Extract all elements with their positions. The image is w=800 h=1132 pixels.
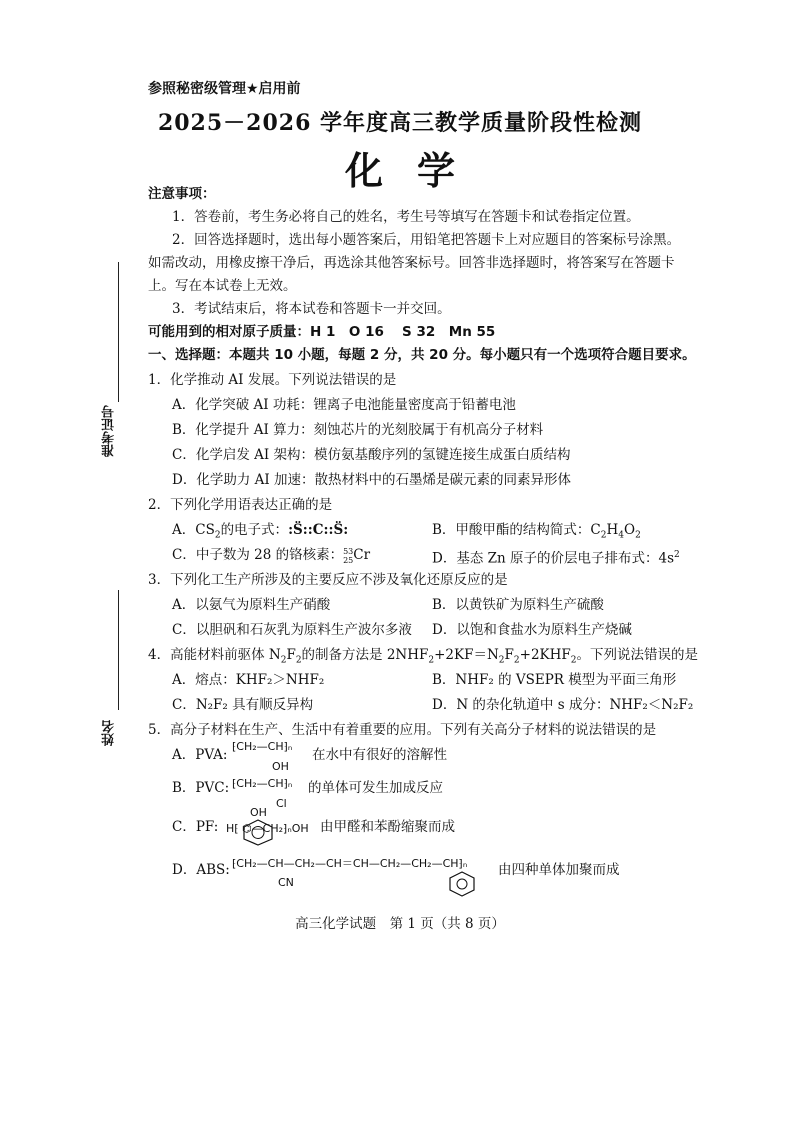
exam-id-label: 准考证号 <box>102 405 117 457</box>
q1-option-a: A．化学突破 AI 功耗：锂离子电池能量密度高于铅蓄电池 <box>172 397 516 413</box>
note-1: 1．答卷前，考生务必将自己的姓名，考生号等填写在答题卡和试卷指定位置。 <box>172 209 640 225</box>
q3-stem: 3．下列化工生产所涉及的主要反应不涉及氧化还原反应的是 <box>148 572 508 588</box>
q4-option-b: B．NHF₂ 的 VSEPR 模型为平面三角形 <box>432 672 677 688</box>
pvc-substituent: Cl <box>276 797 287 810</box>
name-line <box>118 590 119 710</box>
pf-structure: H⁅ ⌬—CH₂⁆ₙOH <box>226 822 309 835</box>
q5-option-c-text: 由甲醛和苯酚缩聚而成 <box>320 819 455 835</box>
q3-option-a: A．以氨气为原料生产硝酸 <box>172 597 331 613</box>
q3-option-d: D．以饱和食盐水为原料生产烧碱 <box>432 622 632 638</box>
pva-substituent: OH <box>272 760 289 773</box>
atomic-mass-line: 可能用到的相对原子质量：H 1 O 16 S 32 Mn 55 <box>148 324 496 340</box>
q2-stem: 2．下列化学用语表达正确的是 <box>148 497 333 513</box>
abs-structure: ⁅CH₂—CH—CH₂—CH＝CH—CH₂—CH₂—CH⁆ₙ <box>232 857 468 870</box>
section-1-heading: 一、选择题：本题共 10 小题，每题 2 分，共 20 分。每小题只有一个选项符合题目要求。 <box>148 347 696 363</box>
q2-option-d: D．基态 Zn 原子的价层电子排布式：$4s^2$ <box>432 550 680 567</box>
q2-option-c: C．中子数为 28 的铬核素：53 25Cr <box>172 546 371 565</box>
note-2: 2．回答选择题时，选出每小题答案后，用铅笔把答题卡上对应题目的答案标号涂黑。 <box>172 232 681 248</box>
q1-stem: 1．化学推动 AI 发展。下列说法错误的是 <box>148 372 397 388</box>
q5-option-a-text: 在水中有很好的溶解性 <box>312 747 447 763</box>
name-label: 姓名 <box>102 720 117 746</box>
q5-option-b-label: B．PVC: <box>172 780 230 796</box>
q4-option-a: A．熔点：KHF₂＞NHF₂ <box>172 672 325 688</box>
q1-option-d: D．化学助力 AI 加速：散热材料中的石墨烯是碳元素的同素异形体 <box>172 472 571 488</box>
notes-heading: 注意事项： <box>148 186 216 202</box>
q5-option-b-text: 的单体可发生加成反应 <box>308 780 443 796</box>
exam-id-line <box>118 262 119 402</box>
q4-stem: 4．高能材料前驱体 $N_2F_2$的制备方法是 $2NHF_2+2KF=N_2F_2+2KHF_2$。下列说法错误的是 <box>148 647 699 666</box>
q5-option-d-label: D．ABS: <box>172 862 230 878</box>
phenyl-ring-icon <box>447 870 477 902</box>
q3-option-c: C．以胆矾和石灰乳为原料生产波尔多液 <box>172 622 412 638</box>
q4-option-c: C．N₂F₂ 具有顺反异构 <box>172 697 314 713</box>
q1-option-c: C．化学启发 AI 架构：模仿氨基酸序列的氢键连接生成蛋白质结构 <box>172 447 571 463</box>
abs-cn-substituent: CN <box>278 876 294 889</box>
note-2-cont: 如需改动，用橡皮擦干净后，再选涂其他答案标号。回答非选择题时，将答案写在答题卡 <box>148 255 675 271</box>
q2-option-a: A．$CS_2$的电子式：:S̈::C::S̈: <box>172 522 349 541</box>
q1-option-b: B．化学提升 AI 算力：刻蚀芯片的光刻胶属于有机高分子材料 <box>172 422 544 438</box>
q3-option-b: B．以黄铁矿为原料生产硫酸 <box>432 597 604 613</box>
q5-stem: 5．高分子材料在生产、生活中有着重要的应用。下列有关高分子材料的说法错误的是 <box>148 722 657 738</box>
pvc-structure: ⁅CH₂—CH⁆ₙ <box>232 777 293 790</box>
pf-hydroxyl: OH <box>250 806 267 819</box>
q5-option-c-label: C．PF: <box>172 819 219 835</box>
page-footer: 高三化学试题 第 1 页（共 8 页） <box>295 916 505 932</box>
q4-option-d: D．N 的杂化轨道中 s 成分：NHF₂＜N₂F₂ <box>432 697 694 713</box>
q5-option-d-text: 由四种单体加聚而成 <box>498 862 620 878</box>
q2-option-b: B．甲酸甲酯的结构简式：$C_2H_4O_2$ <box>432 522 641 541</box>
pva-structure: ⁅CH₂—CH⁆ₙ <box>232 740 293 753</box>
confidentiality-notice: 参照秘密级管理★启用前 <box>148 81 301 97</box>
note-3: 3．考试结束后，将本试卷和答题卡一并交回。 <box>172 301 451 317</box>
exam-title: 2025－2026 学年度高三教学质量阶段性检测 <box>157 110 643 136</box>
subject-title: 化学 <box>344 148 489 193</box>
note-2-cont2: 上。写在本试卷上无效。 <box>148 278 297 294</box>
q5-option-a-label: A．PVA: <box>172 747 228 763</box>
